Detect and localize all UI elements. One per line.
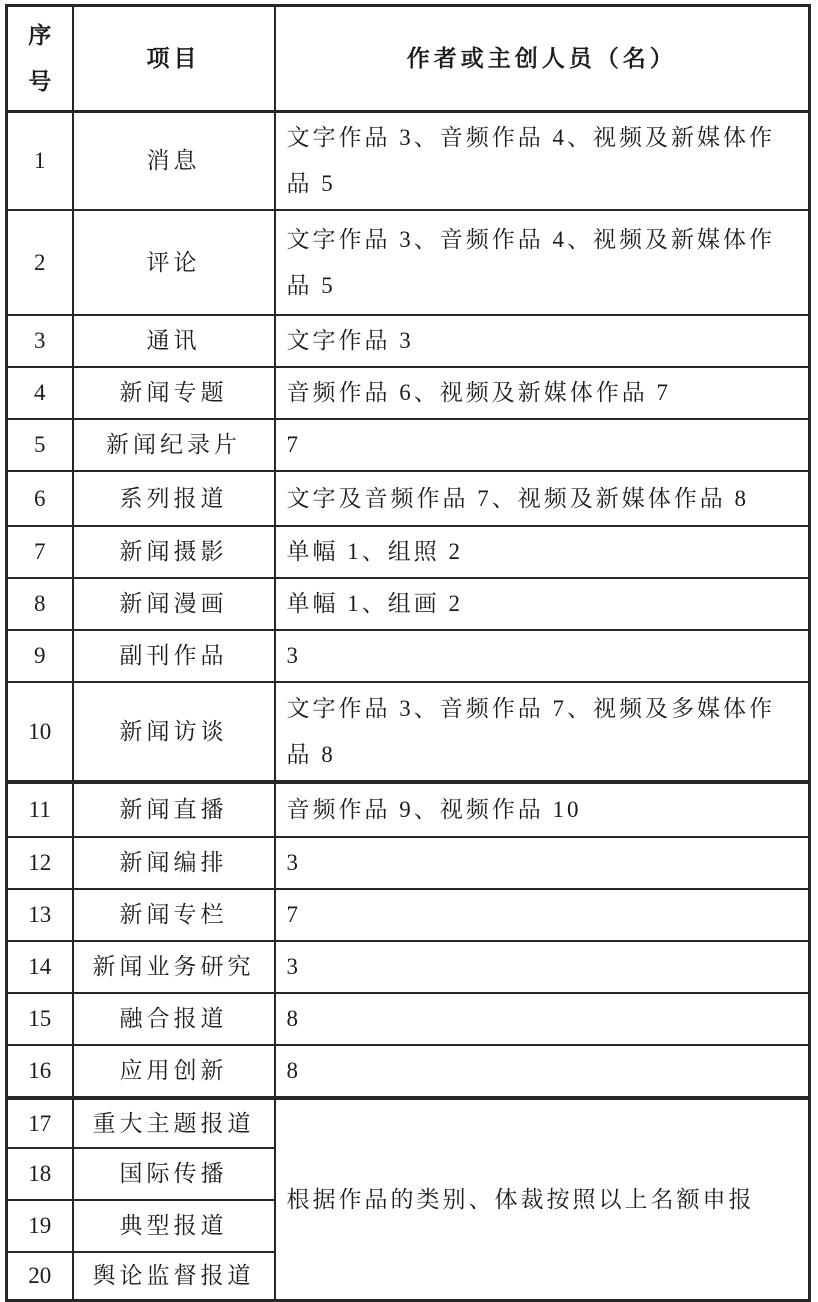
table-row <box>7 210 810 315</box>
row-number-cell: 19 <box>7 1200 73 1252</box>
row-number-cell: 14 <box>7 941 73 993</box>
row-number-cell: 11 <box>7 782 73 837</box>
row-number-cell: 13 <box>7 889 73 941</box>
table-row <box>7 471 810 526</box>
quota-cell: 7 <box>275 419 810 471</box>
table-header-row <box>7 6 810 112</box>
row-number-cell: 8 <box>7 578 73 630</box>
row-number-cell: 15 <box>7 993 73 1045</box>
item-cell: 副刊作品 <box>73 630 275 682</box>
item-cell: 融合报道 <box>73 993 275 1045</box>
quota-table <box>5 4 811 1302</box>
quota-cell: 3 <box>275 837 810 889</box>
item-cell: 舆论监督报道 <box>73 1252 275 1301</box>
quota-cell: 文字作品 3、音频作品 7、视频及多媒体作品 8 <box>275 682 810 782</box>
table-row <box>7 112 810 211</box>
item-cell: 新闻直播 <box>73 782 275 837</box>
item-cell: 系列报道 <box>73 471 275 526</box>
table-row <box>7 889 810 941</box>
row-number-cell: 1 <box>7 112 73 211</box>
table-row <box>7 941 810 993</box>
item-cell: 典型报道 <box>73 1200 275 1252</box>
quota-cell: 文字作品 3 <box>275 315 810 367</box>
row-number-cell: 3 <box>7 315 73 367</box>
row-number-cell: 5 <box>7 419 73 471</box>
quota-cell: 8 <box>275 993 810 1045</box>
table-row <box>7 526 810 578</box>
quota-cell: 单幅 1、组画 2 <box>275 578 810 630</box>
item-cell: 通讯 <box>73 315 275 367</box>
item-cell: 新闻纪录片 <box>73 419 275 471</box>
quota-cell: 3 <box>275 941 810 993</box>
item-cell: 消息 <box>73 112 275 211</box>
table-row <box>7 782 810 837</box>
table-row <box>7 315 810 367</box>
row-number-cell: 10 <box>7 682 73 782</box>
row-number-cell: 16 <box>7 1045 73 1098</box>
row-number-cell: 17 <box>7 1098 73 1148</box>
quota-cell: 7 <box>275 889 810 941</box>
table-row <box>7 837 810 889</box>
table-row <box>7 682 810 782</box>
header-quota: 作者或主创人员（名） <box>275 6 810 112</box>
header-serial-number-label: 序号 <box>28 22 52 94</box>
row-number-cell: 9 <box>7 630 73 682</box>
row-number-cell: 18 <box>7 1148 73 1200</box>
row-number-cell: 20 <box>7 1252 73 1301</box>
quota-cell: 单幅 1、组照 2 <box>275 526 810 578</box>
item-cell: 重大主题报道 <box>73 1098 275 1148</box>
item-cell: 新闻漫画 <box>73 578 275 630</box>
quota-cell: 文字作品 3、音频作品 4、视频及新媒体作品 5 <box>275 210 810 315</box>
item-cell: 新闻业务研究 <box>73 941 275 993</box>
header-serial-number <box>7 6 73 112</box>
item-cell: 新闻编排 <box>73 837 275 889</box>
item-cell: 新闻专栏 <box>73 889 275 941</box>
table-row <box>7 578 810 630</box>
item-cell: 评论 <box>73 210 275 315</box>
row-number-cell: 6 <box>7 471 73 526</box>
table-row <box>7 993 810 1045</box>
quota-cell: 文字及音频作品 7、视频及新媒体作品 8 <box>275 471 810 526</box>
table-row <box>7 630 810 682</box>
header-item: 项目 <box>73 6 275 112</box>
quota-cell: 音频作品 9、视频作品 10 <box>275 782 810 837</box>
table-row <box>7 1045 810 1098</box>
item-cell: 新闻访谈 <box>73 682 275 782</box>
row-number-cell: 7 <box>7 526 73 578</box>
item-cell: 应用创新 <box>73 1045 275 1098</box>
row-number-cell: 4 <box>7 367 73 419</box>
table-row <box>7 367 810 419</box>
quota-cell: 8 <box>275 1045 810 1098</box>
quota-cell: 文字作品 3、音频作品 4、视频及新媒体作品 5 <box>275 112 810 211</box>
row-number-cell: 2 <box>7 210 73 315</box>
table-row <box>7 1098 810 1148</box>
item-cell: 新闻专题 <box>73 367 275 419</box>
item-cell: 国际传播 <box>73 1148 275 1200</box>
table-row <box>7 419 810 471</box>
quota-cell: 音频作品 6、视频及新媒体作品 7 <box>275 367 810 419</box>
quota-cell: 3 <box>275 630 810 682</box>
item-cell: 新闻摄影 <box>73 526 275 578</box>
merged-quota-cell: 根据作品的类别、体裁按照以上名额申报 <box>275 1098 810 1301</box>
row-number-cell: 12 <box>7 837 73 889</box>
